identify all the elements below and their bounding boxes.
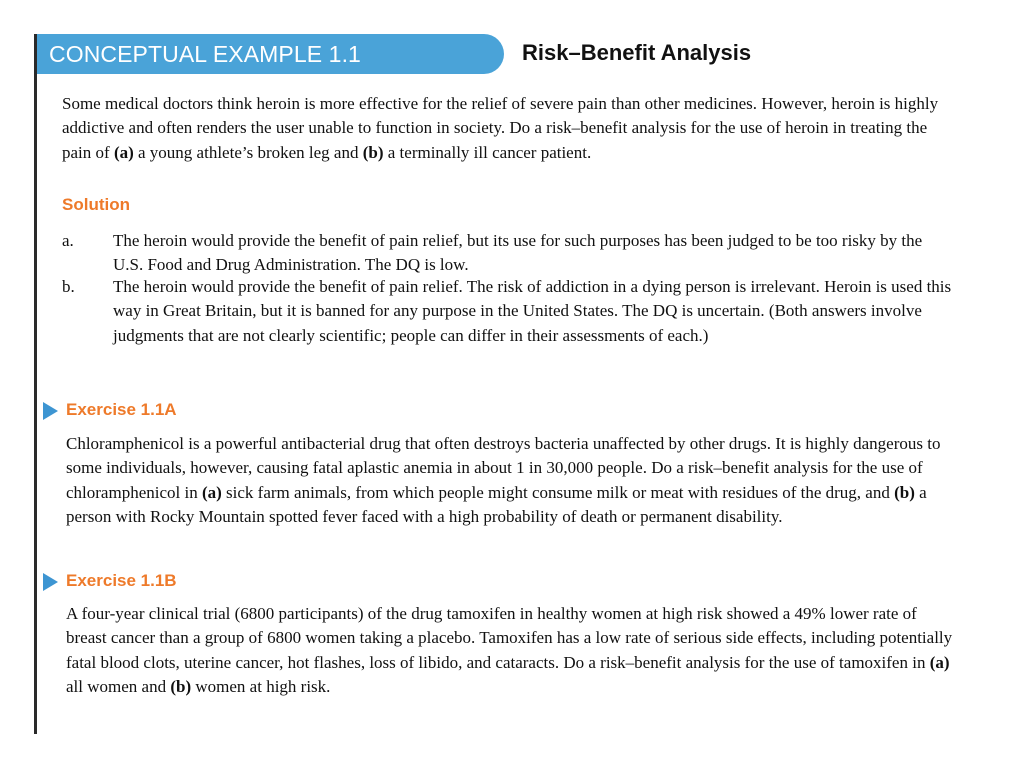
exercise-label-a: (a) xyxy=(201,482,222,502)
exercise-text-part1: Chloramphenicol is a powerful antibacterial drug that often destroys bacteria unaffected by other drugs. It is highly dangerous to some individuals, however, causing fatal aplastic anemia in about 1 in 30,000 people. Do a risk–benefit analysis for the use of chloramphenicol in xyxy=(66,434,941,502)
problem-text-part2: a young athlete’s broken leg and xyxy=(133,142,363,162)
exercise-text-part2: all women and xyxy=(66,676,171,696)
answer-text: The heroin would provide the benefit of pain relief. The risk of addiction in a dying person is irrelevant. Heroin is used this way in Great Britain, but it is banned for any purpose in the United States. The DQ is uncertain. (Both answers involve judgments that are not clearly scientific; people can differ in their assessments of each.) xyxy=(113,277,952,345)
problem-text-part3: a terminally ill cancer patient. xyxy=(383,142,592,162)
exercise-text-part3: a person with Rocky Mountain spotted fever faced with a high probability of death or permanent disability. xyxy=(66,482,927,526)
solution-answer-b xyxy=(62,275,952,348)
answer-letter: a. xyxy=(62,231,74,250)
solution-heading: Solution xyxy=(62,195,130,214)
exercise-text-part1: A four-year clinical trial (6800 participants) of the drug tamoxifen in healthy women at high risk showed a 49% lower rate of breast cancer than a group of 6800 women taking a placebo. Tamoxifen has a low rate of serious side effects, including potentially fatal blood clots, uterine cancer, hot flashes, loss of libido, and cataracts. Do a risk–benefit analysis for the use of tamoxifen in xyxy=(66,604,953,672)
left-margin-rule xyxy=(34,34,37,734)
problem-label-b: (b) xyxy=(362,142,384,162)
exercise-text-part3: women at high risk. xyxy=(191,676,331,696)
exercise-label-b: (b) xyxy=(170,676,192,696)
banner-label: CONCEPTUAL EXAMPLE 1.1 xyxy=(49,40,361,67)
answer-letter: b. xyxy=(62,277,75,296)
exercise-text-1-1a xyxy=(66,432,956,529)
exercise-heading-1-1a: Exercise 1.1A xyxy=(66,400,177,419)
solution-answer-a xyxy=(62,229,952,278)
triangle-marker-icon xyxy=(43,402,58,420)
problem-text-part1: Some medical doctors think heroin is more effective for the relief of severe pain than other medicines. However, heroin is highly addictive and often renders the user unable to function in society. Do a risk–benefit analysis for the use of heroin in treating the pain of xyxy=(62,94,939,162)
page-title: Risk–Benefit Analysis xyxy=(522,40,752,65)
problem-statement xyxy=(62,92,952,165)
exercise-label-b: (b) xyxy=(894,482,915,502)
exercise-text-part2: sick farm animals, from which people might consume milk or meat with residues of the drug, and xyxy=(221,482,895,502)
conceptual-example-banner xyxy=(37,34,504,74)
answer-text: The heroin would provide the benefit of pain relief, but its use for such purposes has been judged to be too risky by the U.S. Food and Drug Administration. The DQ is low. xyxy=(113,231,923,275)
triangle-marker-icon xyxy=(43,573,58,591)
exercise-heading-1-1b: Exercise 1.1B xyxy=(66,571,177,590)
exercise-label-a: (a) xyxy=(929,652,950,672)
problem-label-a: (a) xyxy=(113,142,134,162)
exercise-text-1-1b xyxy=(66,602,956,699)
